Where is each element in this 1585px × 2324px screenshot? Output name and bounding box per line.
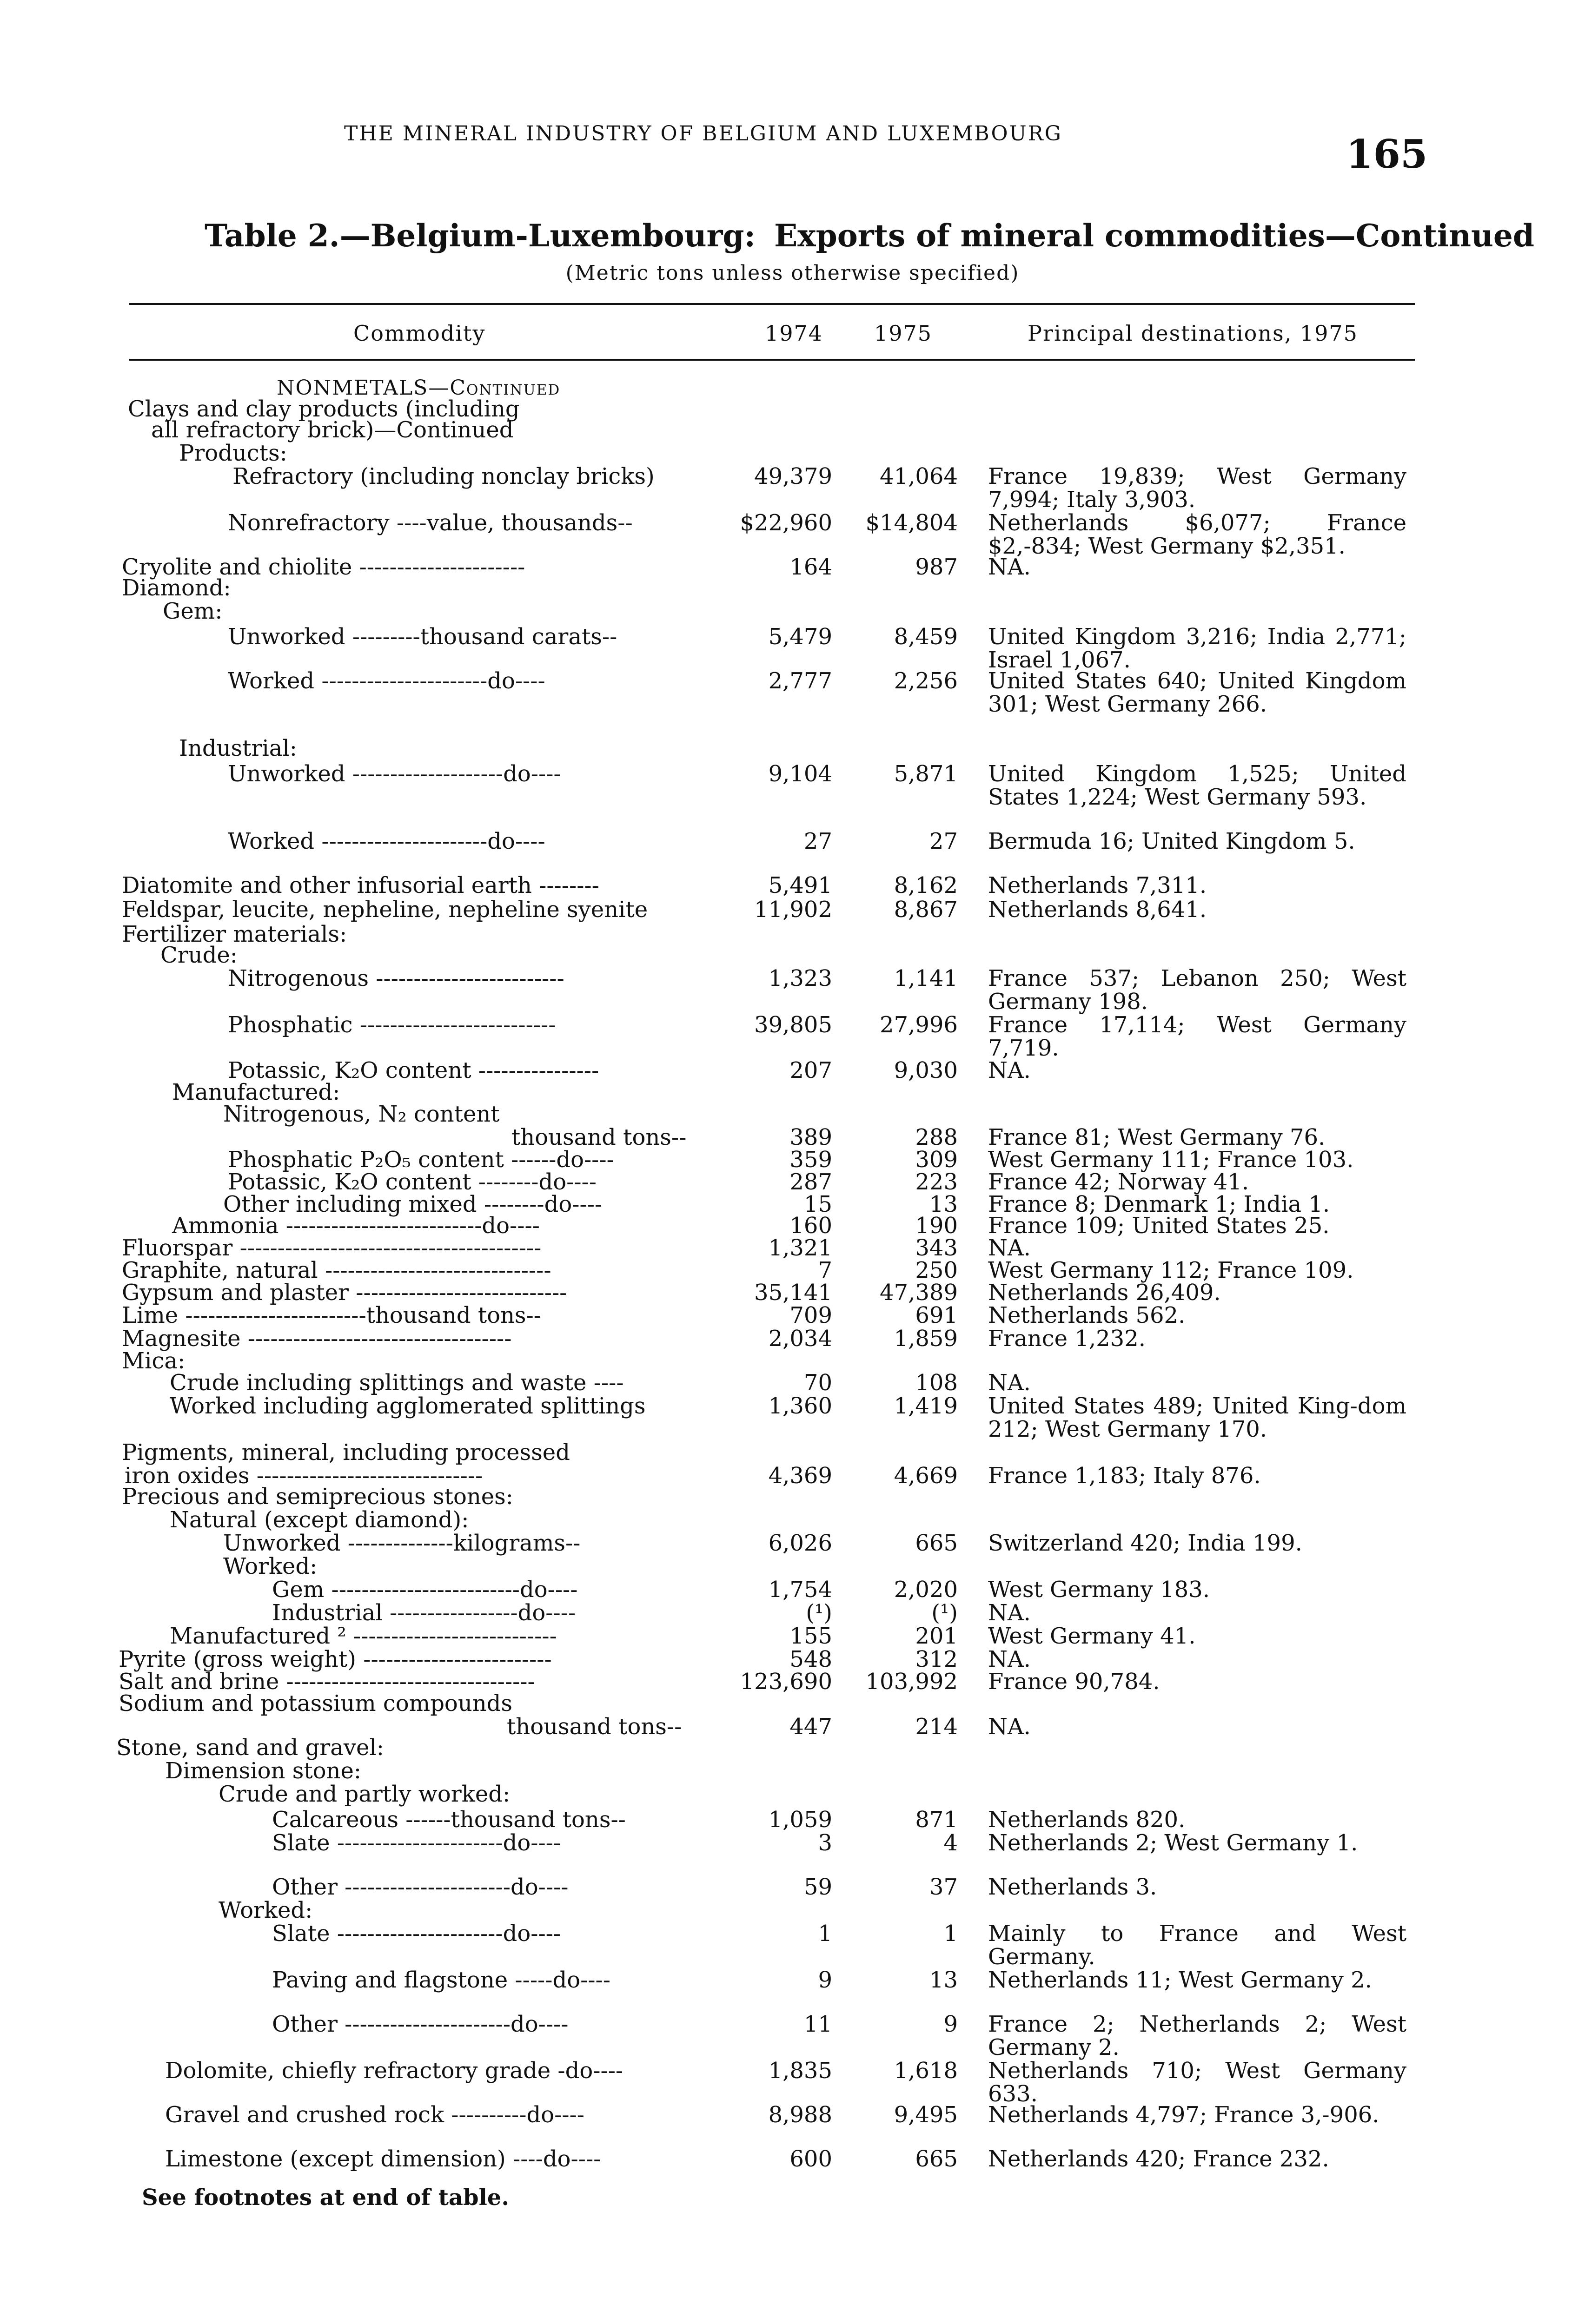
table-title-text: Exports of mineral commodities—Continued xyxy=(774,218,1535,254)
commodity-label: Gem: xyxy=(163,598,223,624)
value-1974: 155 xyxy=(789,1623,832,1649)
commodity-label: Crude and partly worked: xyxy=(219,1781,511,1807)
value-1974: 15 xyxy=(803,1191,832,1217)
header-destinations: Principal destinations, 1975 xyxy=(1028,321,1358,346)
principal-destinations: Netherlands 710; West Germany 633. xyxy=(988,2058,1406,2107)
principal-destinations: NA. xyxy=(988,1600,1031,1626)
commodity-label: Fertilizer materials: xyxy=(122,921,347,947)
principal-destinations: France 2; Netherlands 2; West Germany 2. xyxy=(988,2011,1406,2060)
commodity-label: Industrial: xyxy=(179,735,297,761)
commodity-label: Magnesite ----------------------------------- xyxy=(122,1326,512,1352)
value-1975: 987 xyxy=(915,554,958,580)
commodity-label: Phosphatic P₂O₅ content ------do---- xyxy=(228,1147,614,1173)
commodity-label: Worked including agglomerated splittings xyxy=(170,1393,646,1419)
commodity-label: Unworked --------------------do---- xyxy=(228,761,561,787)
commodity-label: Unworked --------------kilograms-- xyxy=(223,1530,581,1556)
value-1974: 11,902 xyxy=(754,897,832,923)
value-1974: 3 xyxy=(818,1830,832,1856)
value-1974: 2,777 xyxy=(768,668,832,694)
value-1974: 6,026 xyxy=(768,1530,832,1556)
value-1975: 37 xyxy=(929,1874,958,1900)
value-1975: 5,871 xyxy=(894,761,958,787)
value-1975: 190 xyxy=(915,1213,958,1239)
value-1974: 7 xyxy=(818,1257,832,1283)
value-1974: 1,323 xyxy=(768,965,832,991)
value-1974: 5,479 xyxy=(768,624,832,650)
value-1974: 123,690 xyxy=(740,1669,832,1695)
value-1974: 709 xyxy=(789,1302,832,1328)
commodity-label: Mica: xyxy=(122,1348,186,1374)
value-1974: 1 xyxy=(818,1921,832,1947)
commodity-label: Potassic, K₂O content ---------------- xyxy=(228,1057,599,1083)
commodity-label: Lime ------------------------thousand tons-- xyxy=(122,1302,541,1328)
principal-destinations: NA. xyxy=(988,554,1031,580)
value-1975: 108 xyxy=(915,1370,958,1396)
commodity-label: Phosphatic -------------------------- xyxy=(228,1012,556,1038)
commodity-label: Manufactured ² --------------------------- xyxy=(170,1623,557,1649)
commodity-label: Cryolite and chiolite ---------------------- xyxy=(122,554,525,580)
commodity-label: Calcareous ------thousand tons-- xyxy=(272,1807,626,1833)
commodity-label: Fluorspar ---------------------------------------- xyxy=(122,1235,542,1261)
commodity-label: Gypsum and plaster ---------------------------- xyxy=(122,1280,567,1306)
value-1974: 9 xyxy=(818,1967,832,1993)
table-title xyxy=(205,218,1534,254)
principal-destinations: France 90,784. xyxy=(988,1669,1160,1695)
commodity-label: thousand tons-- xyxy=(507,1714,682,1740)
principal-destinations: NA. xyxy=(988,1646,1031,1672)
commodity-label: Clays and clay products (including xyxy=(128,396,520,422)
value-1974: 447 xyxy=(789,1714,832,1740)
value-1975: 1,141 xyxy=(894,965,958,991)
commodity-label: Industrial -----------------do---- xyxy=(272,1600,576,1626)
principal-destinations: Netherlands 26,409. xyxy=(988,1280,1221,1306)
principal-destinations: West Germany 41. xyxy=(988,1623,1196,1649)
commodity-label: Manufactured: xyxy=(172,1079,340,1105)
value-1974: 1,059 xyxy=(768,1807,832,1833)
value-1974: 1,321 xyxy=(768,1235,832,1261)
value-1975: 288 xyxy=(915,1124,958,1150)
commodity-label: Other ----------------------do---- xyxy=(272,2011,569,2037)
value-1974: 548 xyxy=(789,1646,832,1672)
value-1975: 309 xyxy=(915,1147,958,1173)
value-1975: 2,020 xyxy=(894,1577,958,1603)
value-1974: 359 xyxy=(789,1147,832,1173)
principal-destinations: Netherlands 2; West Germany 1. xyxy=(988,1830,1358,1856)
principal-destinations: Netherlands 11; West Germany 2. xyxy=(988,1967,1372,1993)
principal-destinations: United Kingdom 1,525; United States 1,224; West Germany 593. xyxy=(988,761,1406,810)
commodity-label: Nonrefractory ----value, thousands-- xyxy=(228,510,633,536)
commodity-label: Products: xyxy=(179,440,287,466)
commodity-label: Gravel and crushed rock ----------do---- xyxy=(165,2102,584,2128)
principal-destinations: Netherlands 562. xyxy=(988,1302,1186,1328)
value-1975: 8,867 xyxy=(894,897,958,923)
commodity-label: Ammonia --------------------------do---- xyxy=(172,1213,540,1239)
value-1974: 4,369 xyxy=(768,1463,832,1489)
value-1975: 1,859 xyxy=(894,1326,958,1352)
principal-destinations: West Germany 111; France 103. xyxy=(988,1147,1354,1173)
principal-destinations: France 81; West Germany 76. xyxy=(988,1124,1326,1150)
principal-destinations: NA. xyxy=(988,1057,1031,1083)
principal-destinations: NA. xyxy=(988,1235,1031,1261)
principal-destinations: France 1,183; Italy 876. xyxy=(988,1463,1261,1489)
value-1975: 1 xyxy=(943,1921,958,1947)
principal-destinations: Bermuda 16; United Kingdom 5. xyxy=(988,828,1355,854)
principal-destinations: Mainly to France and West Germany. xyxy=(988,1921,1406,1970)
principal-destinations: France 17,114; West Germany 7,719. xyxy=(988,1012,1406,1061)
value-1974: 39,805 xyxy=(754,1012,832,1038)
value-1974: 1,754 xyxy=(768,1577,832,1603)
value-1974: 8,988 xyxy=(768,2102,832,2128)
commodity-label: Worked: xyxy=(219,1897,313,1923)
value-1975: 8,162 xyxy=(894,872,958,898)
commodity-label: Feldspar, leucite, nepheline, nepheline syenite xyxy=(122,897,648,923)
principal-destinations: NA. xyxy=(988,1370,1031,1396)
header-1974: 1974 xyxy=(765,321,823,346)
value-1974: 27 xyxy=(803,828,832,854)
value-1975: 214 xyxy=(915,1714,958,1740)
principal-destinations: West Germany 112; France 109. xyxy=(988,1257,1354,1283)
commodity-label: Nitrogenous ------------------------- xyxy=(228,965,564,991)
value-1975: 312 xyxy=(915,1646,958,1672)
value-1975: 103,992 xyxy=(865,1669,958,1695)
value-1975: (¹) xyxy=(931,1600,958,1626)
value-1975: $14,804 xyxy=(865,510,958,536)
commodity-label: all refractory brick)—Continued xyxy=(151,417,514,443)
value-1974: 160 xyxy=(789,1213,832,1239)
value-1974: 2,034 xyxy=(768,1326,832,1352)
commodity-label: Diamond: xyxy=(122,575,231,601)
value-1975: 13 xyxy=(929,1191,958,1217)
value-1975: 871 xyxy=(915,1807,958,1833)
value-1975: 9,030 xyxy=(894,1057,958,1083)
value-1974: 59 xyxy=(803,1874,832,1900)
value-1975: 41,064 xyxy=(880,463,958,489)
value-1975: 4 xyxy=(943,1830,958,1856)
commodity-label: Slate ----------------------do---- xyxy=(272,1921,561,1947)
commodity-label: Limestone (except dimension) ----do---- xyxy=(165,2146,601,2172)
commodity-label: Refractory (including nonclay bricks) xyxy=(232,463,655,489)
value-1974: 389 xyxy=(789,1124,832,1150)
value-1975: 47,389 xyxy=(880,1280,958,1306)
principal-destinations: France 42; Norway 41. xyxy=(988,1169,1249,1195)
commodity-label: Natural (except diamond): xyxy=(170,1507,469,1533)
commodity-label: Slate ----------------------do---- xyxy=(272,1830,561,1856)
commodity-label: thousand tons-- xyxy=(511,1124,687,1150)
principal-destinations: France 19,839; West Germany 7,994; Italy 3,903. xyxy=(988,463,1406,513)
value-1974: 1,360 xyxy=(768,1393,832,1419)
commodity-label: Graphite, natural ------------------------------ xyxy=(122,1257,551,1283)
commodity-label: Salt and brine --------------------------------- xyxy=(119,1669,535,1695)
principal-destinations: France 537; Lebanon 250; West Germany 198. xyxy=(988,965,1406,1015)
header-rule xyxy=(129,359,1415,361)
principal-destinations: Switzerland 420; India 199. xyxy=(988,1530,1302,1556)
page-number: 165 xyxy=(1346,131,1428,177)
footnote-reference: See footnotes at end of table. xyxy=(142,2185,510,2211)
value-1975: 250 xyxy=(915,1257,958,1283)
principal-destinations: France 1,232. xyxy=(988,1326,1146,1352)
commodity-label: Pyrite (gross weight) ------------------------- xyxy=(119,1646,552,1672)
value-1974: 9,104 xyxy=(768,761,832,787)
table-title-number: Table 2.—Belgium-Luxembourg: xyxy=(205,218,756,254)
principal-destinations: United States 489; United King-dom 212; West Germany 170. xyxy=(988,1393,1406,1442)
value-1974: 35,141 xyxy=(754,1280,832,1306)
value-1975: 665 xyxy=(915,1530,958,1556)
commodity-label: Gem -------------------------do---- xyxy=(272,1577,578,1603)
value-1975: 13 xyxy=(929,1967,958,1993)
value-1974: 164 xyxy=(789,554,832,580)
commodity-label: Other ----------------------do---- xyxy=(272,1874,569,1900)
commodity-label: Dimension stone: xyxy=(165,1758,362,1784)
commodity-label: Diatomite and other infusorial earth -------- xyxy=(122,872,599,898)
value-1975: 4,669 xyxy=(894,1463,958,1489)
commodity-label: Nitrogenous, N₂ content xyxy=(223,1101,500,1127)
commodity-label: Potassic, K₂O content --------do---- xyxy=(228,1169,597,1195)
principal-destinations: Netherlands 4,797; France 3,-906. xyxy=(988,2102,1379,2128)
commodity-label: Worked: xyxy=(223,1553,318,1579)
principal-destinations: Netherlands $6,077; France $2,-834; West Germany $2,351. xyxy=(988,510,1406,559)
commodity-label: Crude: xyxy=(160,942,238,968)
principal-destinations: NA. xyxy=(988,1714,1031,1740)
value-1975: 27 xyxy=(929,828,958,854)
principal-destinations: West Germany 183. xyxy=(988,1577,1210,1603)
value-1974: 49,379 xyxy=(754,463,832,489)
principal-destinations: Netherlands 820. xyxy=(988,1807,1186,1833)
value-1975: 1,419 xyxy=(894,1393,958,1419)
commodity-label: iron oxides ------------------------------ xyxy=(125,1463,483,1489)
value-1975: 343 xyxy=(915,1235,958,1261)
commodity-label: Other including mixed --------do---- xyxy=(223,1191,603,1217)
principal-destinations: France 8; Denmark 1; India 1. xyxy=(988,1191,1330,1217)
value-1975: 201 xyxy=(915,1623,958,1649)
principal-destinations: Netherlands 7,311. xyxy=(988,872,1207,898)
value-1974: 287 xyxy=(789,1169,832,1195)
value-1974: 11 xyxy=(803,2011,832,2037)
value-1975: 9 xyxy=(943,2011,958,2037)
table-subtitle: (Metric tons unless otherwise specified) xyxy=(565,261,1020,285)
value-1974: 600 xyxy=(789,2146,832,2172)
commodity-label: Crude including splittings and waste ---- xyxy=(170,1370,624,1396)
commodity-label: NONMETALS—Continued xyxy=(277,376,561,400)
principal-destinations: Netherlands 3. xyxy=(988,1874,1157,1900)
commodity-label: Unworked ---------thousand carats-- xyxy=(228,624,617,650)
commodity-label: Sodium and potassium compounds xyxy=(119,1690,513,1717)
principal-destinations: United Kingdom 3,216; India 2,771; Israel 1,067. xyxy=(988,624,1406,673)
value-1974: 207 xyxy=(789,1057,832,1083)
principal-destinations: France 109; United States 25. xyxy=(988,1213,1330,1239)
commodity-label: Worked ----------------------do---- xyxy=(228,828,545,854)
value-1974: (¹) xyxy=(806,1600,832,1626)
value-1974: 5,491 xyxy=(768,872,832,898)
value-1975: 223 xyxy=(915,1169,958,1195)
value-1974: 70 xyxy=(803,1370,832,1396)
value-1974: 1,835 xyxy=(768,2058,832,2084)
principal-destinations: Netherlands 8,641. xyxy=(988,897,1207,923)
principal-destinations: United States 640; United Kingdom 301; West Germany 266. xyxy=(988,668,1406,717)
header-commodity: Commodity xyxy=(353,321,486,346)
value-1975: 1,618 xyxy=(894,2058,958,2084)
commodity-label: Precious and semiprecious stones: xyxy=(122,1484,513,1510)
principal-destinations: Netherlands 420; France 232. xyxy=(988,2146,1329,2172)
value-1975: 665 xyxy=(915,2146,958,2172)
value-1975: 2,256 xyxy=(894,668,958,694)
commodity-label: Pigments, mineral, including processed xyxy=(122,1439,570,1466)
commodity-label: Dolomite, chiefly refractory grade -do---- xyxy=(165,2058,623,2084)
top-rule xyxy=(129,303,1415,305)
commodity-label: Stone, sand and gravel: xyxy=(116,1735,384,1761)
value-1975: 691 xyxy=(915,1302,958,1328)
value-1975: 8,459 xyxy=(894,624,958,650)
running-head: THE MINERAL INDUSTRY OF BELGIUM AND LUXEMBOURG xyxy=(344,122,1062,145)
value-1975: 9,495 xyxy=(894,2102,958,2128)
value-1974: $22,960 xyxy=(740,510,832,536)
header-1975: 1975 xyxy=(874,321,933,346)
commodity-label: Paving and flagstone -----do---- xyxy=(272,1967,610,1993)
commodity-label: Worked ----------------------do---- xyxy=(228,668,545,694)
value-1975: 27,996 xyxy=(880,1012,958,1038)
